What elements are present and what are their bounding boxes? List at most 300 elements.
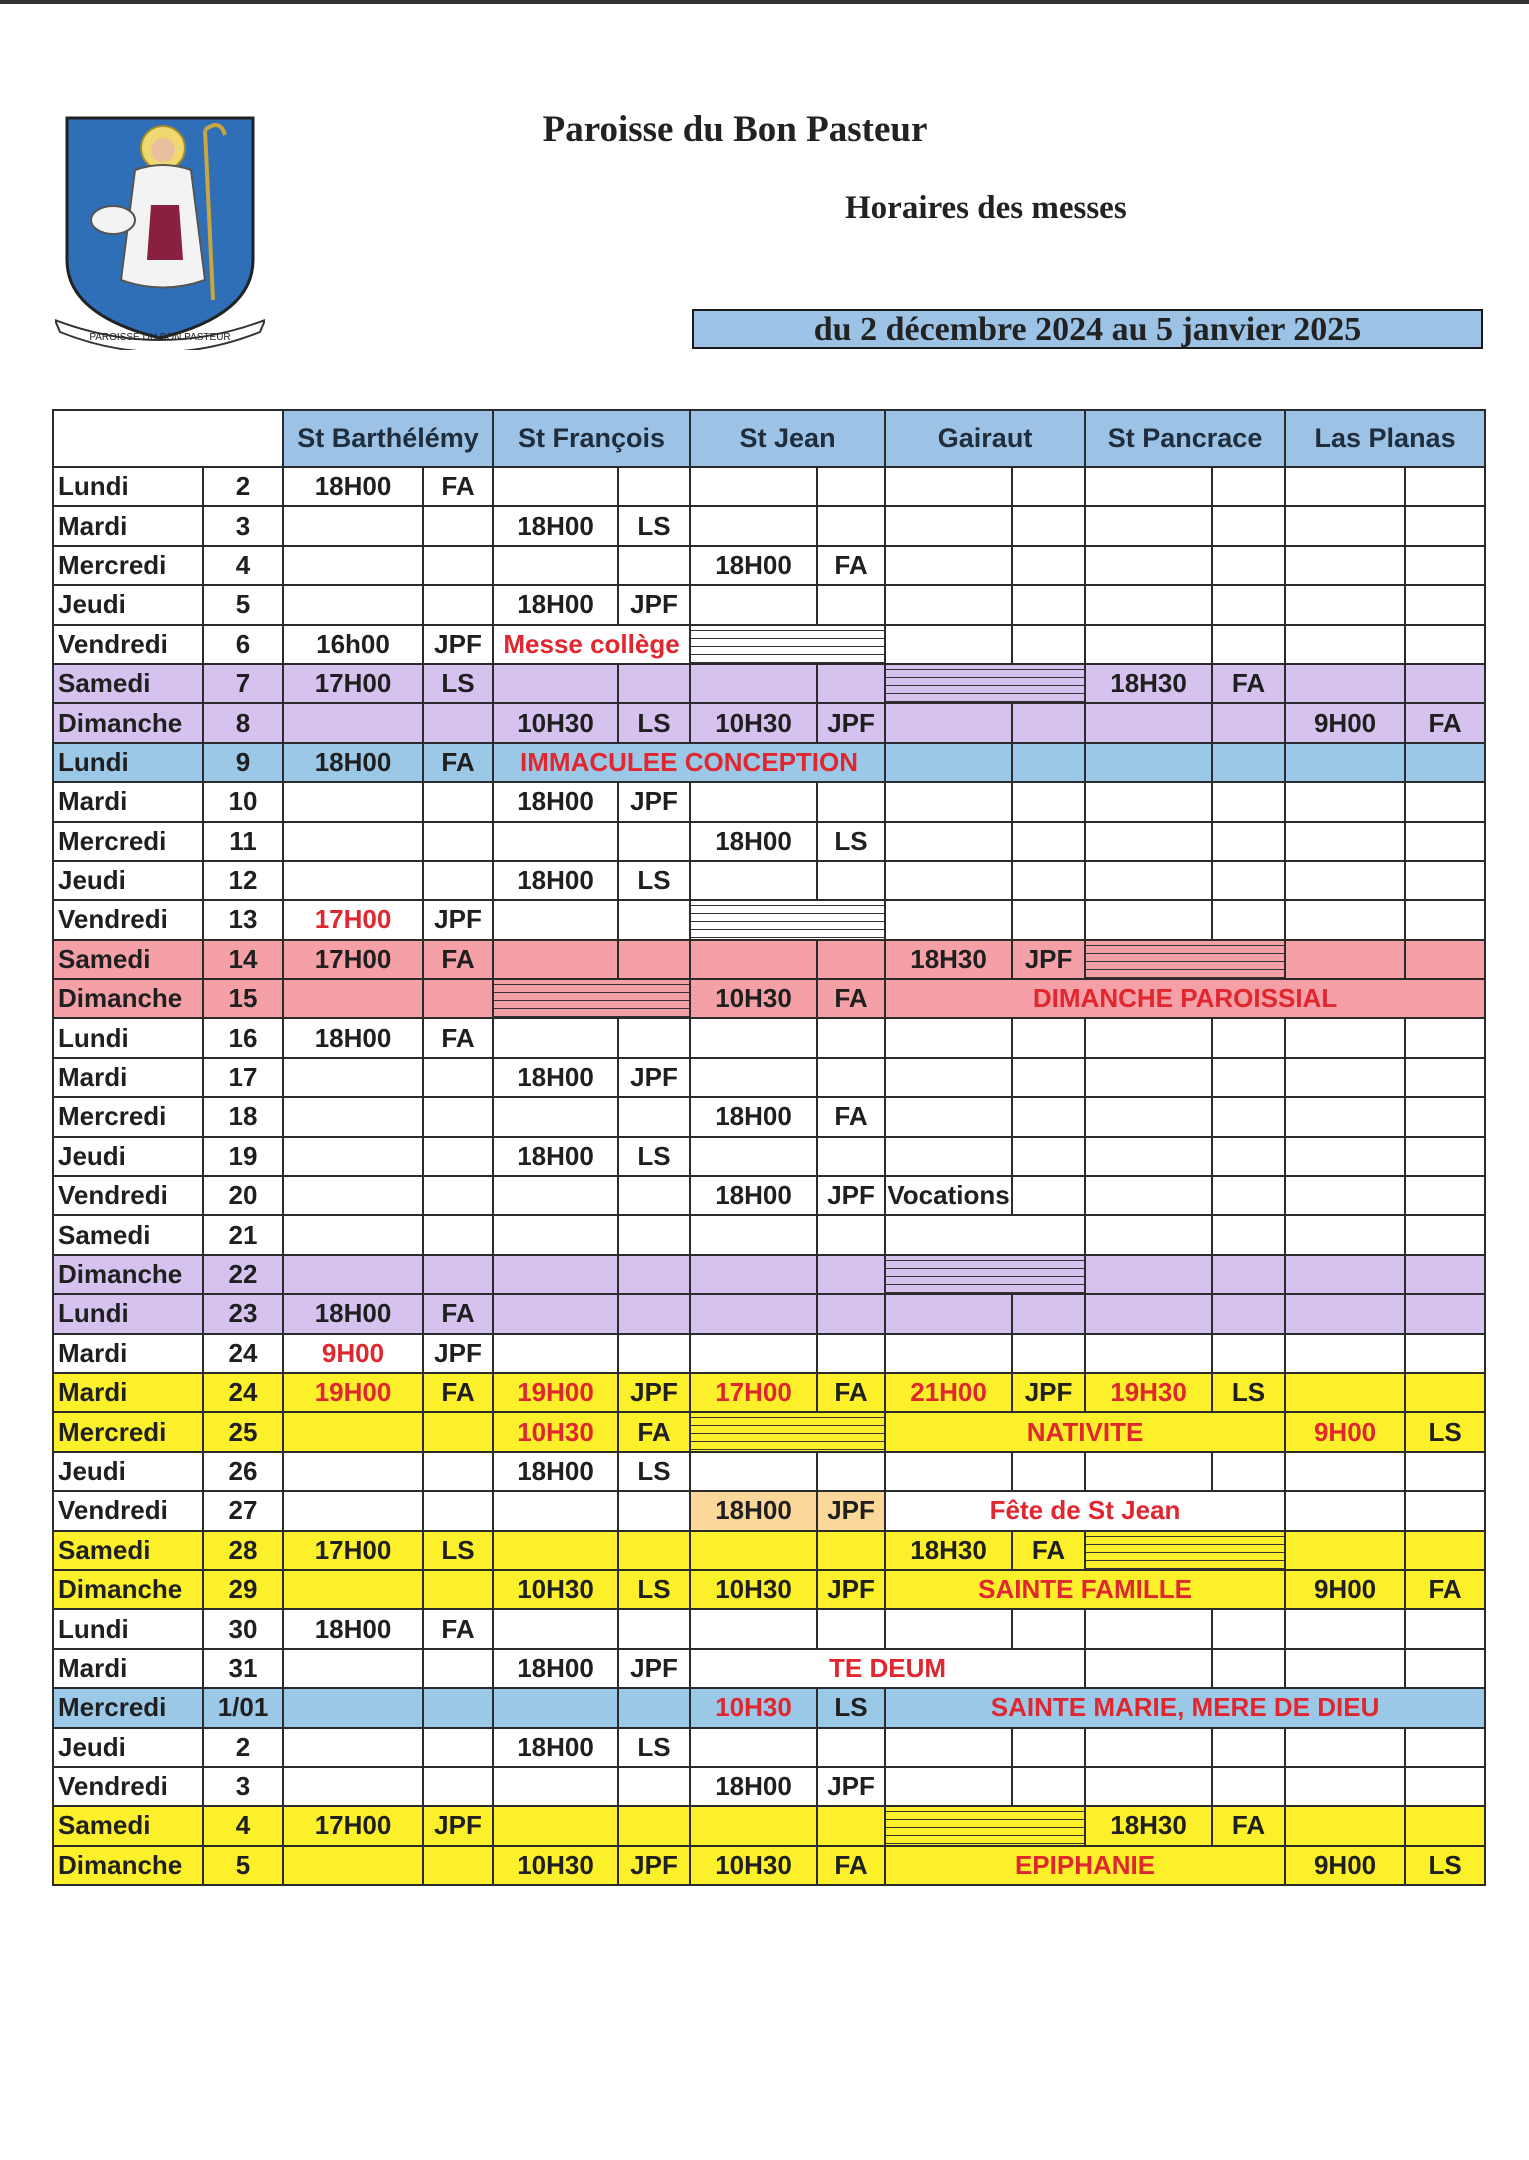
schedule-cell: LS bbox=[423, 664, 493, 703]
schedule-cell bbox=[1212, 1728, 1285, 1767]
schedule-cell: JPF bbox=[1012, 940, 1085, 979]
schedule-cell bbox=[618, 1176, 690, 1215]
schedule-cell bbox=[1212, 1018, 1285, 1057]
schedule-cell bbox=[493, 1255, 618, 1294]
schedule-cell: LS bbox=[618, 1570, 690, 1609]
date-cell: 7 bbox=[203, 664, 283, 703]
schedule-cell bbox=[283, 1097, 423, 1136]
date-cell: 9 bbox=[203, 743, 283, 782]
schedule-cell bbox=[1085, 1767, 1212, 1806]
date-cell: 10 bbox=[203, 782, 283, 821]
schedule-cell bbox=[1285, 1018, 1405, 1057]
day-cell: Mardi bbox=[53, 506, 203, 545]
schedule-cell: LS bbox=[618, 1728, 690, 1767]
schedule-cell bbox=[817, 1452, 885, 1491]
schedule-cell: 18H00 bbox=[283, 1018, 423, 1057]
schedule-cell bbox=[1085, 1215, 1212, 1254]
schedule-cell bbox=[1212, 703, 1285, 742]
schedule-cell bbox=[1085, 703, 1212, 742]
schedule-cell: 17H00 bbox=[283, 664, 423, 703]
schedule-cell bbox=[283, 1176, 423, 1215]
schedule-cell: 10H30 bbox=[690, 1846, 817, 1885]
schedule-cell bbox=[690, 940, 817, 979]
schedule-cell bbox=[423, 861, 493, 900]
schedule-cell bbox=[1285, 546, 1405, 585]
table-row bbox=[53, 1412, 1485, 1451]
schedule-cell bbox=[1405, 467, 1485, 506]
col-header-las-planas: Las Planas bbox=[1285, 410, 1485, 467]
col-header-st-barthelemy: St Barthélémy bbox=[283, 410, 493, 467]
schedule-cell bbox=[1212, 546, 1285, 585]
schedule-cell: FA bbox=[817, 979, 885, 1018]
schedule-cell bbox=[690, 506, 817, 545]
day-cell: Mardi bbox=[53, 1334, 203, 1373]
schedule-cell bbox=[1085, 1137, 1212, 1176]
schedule-cell: LS bbox=[1405, 1846, 1485, 1885]
day-cell: Samedi bbox=[53, 1806, 203, 1845]
schedule-cell bbox=[1012, 585, 1085, 624]
schedule-cell bbox=[690, 1137, 817, 1176]
schedule-cell: 18H30 bbox=[1085, 664, 1212, 703]
schedule-cell: 17H00 bbox=[283, 900, 423, 939]
schedule-cell: JPF bbox=[618, 1058, 690, 1097]
schedule-cell bbox=[885, 1806, 1085, 1845]
day-cell: Vendredi bbox=[53, 900, 203, 939]
mass-schedule-table bbox=[52, 409, 1486, 1886]
schedule-cell: 19H00 bbox=[493, 1373, 618, 1412]
schedule-cell: 10H30 bbox=[493, 703, 618, 742]
schedule-cell: JPF bbox=[1012, 1373, 1085, 1412]
day-cell: Dimanche bbox=[53, 1255, 203, 1294]
day-cell: Lundi bbox=[53, 743, 203, 782]
schedule-cell: FA bbox=[1012, 1531, 1085, 1570]
schedule-cell: JPF bbox=[618, 1649, 690, 1688]
schedule-cell bbox=[690, 1609, 817, 1648]
date-cell: 5 bbox=[203, 585, 283, 624]
schedule-cell bbox=[1285, 1137, 1405, 1176]
schedule-cell: 18H00 bbox=[493, 1649, 618, 1688]
table-row bbox=[53, 1137, 1485, 1176]
schedule-cell bbox=[1285, 1767, 1405, 1806]
schedule-cell bbox=[690, 585, 817, 624]
schedule-cell bbox=[885, 900, 1012, 939]
schedule-cell bbox=[1085, 1452, 1212, 1491]
schedule-cell: FA bbox=[1405, 703, 1485, 742]
table-row bbox=[53, 979, 1485, 1018]
schedule-cell bbox=[1212, 900, 1285, 939]
schedule-cell bbox=[283, 861, 423, 900]
day-cell: Mercredi bbox=[53, 1412, 203, 1451]
schedule-cell bbox=[1285, 1491, 1405, 1530]
schedule-cell: 9H00 bbox=[283, 1334, 423, 1373]
schedule-cell bbox=[283, 1412, 423, 1451]
schedule-cell bbox=[1405, 782, 1485, 821]
schedule-cell bbox=[493, 664, 618, 703]
day-cell: Jeudi bbox=[53, 1728, 203, 1767]
schedule-cell: LS bbox=[423, 1531, 493, 1570]
schedule-cell: 18H00 bbox=[283, 1609, 423, 1648]
schedule-cell bbox=[885, 1215, 1085, 1254]
schedule-cell bbox=[1012, 546, 1085, 585]
schedule-cell bbox=[493, 1018, 618, 1057]
schedule-cell bbox=[423, 585, 493, 624]
schedule-cell bbox=[1285, 1728, 1405, 1767]
table-row bbox=[53, 1452, 1485, 1491]
schedule-cell bbox=[690, 625, 885, 664]
schedule-cell: LS bbox=[618, 861, 690, 900]
date-cell: 24 bbox=[203, 1373, 283, 1412]
schedule-cell: 19H00 bbox=[283, 1373, 423, 1412]
schedule-cell: 18H00 bbox=[690, 1491, 817, 1530]
schedule-cell: FA bbox=[817, 1373, 885, 1412]
date-cell: 22 bbox=[203, 1255, 283, 1294]
schedule-cell: 18H00 bbox=[283, 743, 423, 782]
schedule-cell bbox=[423, 782, 493, 821]
schedule-cell bbox=[817, 467, 885, 506]
schedule-cell bbox=[817, 940, 885, 979]
schedule-cell bbox=[1405, 1097, 1485, 1136]
date-cell: 21 bbox=[203, 1215, 283, 1254]
schedule-cell bbox=[1405, 1058, 1485, 1097]
table-row bbox=[53, 1097, 1485, 1136]
date-cell: 13 bbox=[203, 900, 283, 939]
schedule-cell: JPF bbox=[618, 782, 690, 821]
schedule-cell bbox=[618, 546, 690, 585]
schedule-cell bbox=[423, 703, 493, 742]
schedule-cell bbox=[423, 1491, 493, 1530]
schedule-cell: JPF bbox=[423, 1806, 493, 1845]
schedule-cell bbox=[1405, 940, 1485, 979]
table-row bbox=[53, 822, 1485, 861]
schedule-cell bbox=[493, 979, 690, 1018]
schedule-cell: LS bbox=[817, 822, 885, 861]
schedule-cell: NATIVITE bbox=[885, 1412, 1285, 1451]
schedule-cell: 9H00 bbox=[1285, 703, 1405, 742]
schedule-cell bbox=[618, 1255, 690, 1294]
schedule-cell bbox=[690, 1334, 817, 1373]
schedule-cell bbox=[1405, 1018, 1485, 1057]
table-row bbox=[53, 1176, 1485, 1215]
schedule-cell bbox=[1405, 625, 1485, 664]
schedule-cell bbox=[283, 1137, 423, 1176]
day-cell: Jeudi bbox=[53, 861, 203, 900]
schedule-cell bbox=[1285, 1334, 1405, 1373]
table-row bbox=[53, 743, 1485, 782]
schedule-cell bbox=[1085, 822, 1212, 861]
schedule-cell bbox=[1405, 1137, 1485, 1176]
schedule-cell bbox=[1212, 1176, 1285, 1215]
date-cell: 19 bbox=[203, 1137, 283, 1176]
day-cell: Mardi bbox=[53, 782, 203, 821]
schedule-cell bbox=[423, 1176, 493, 1215]
schedule-cell bbox=[1285, 1531, 1405, 1570]
date-cell: 3 bbox=[203, 1767, 283, 1806]
schedule-cell bbox=[618, 1806, 690, 1845]
schedule-cell bbox=[1085, 1531, 1285, 1570]
schedule-cell bbox=[423, 1137, 493, 1176]
schedule-cell bbox=[1285, 1609, 1405, 1648]
schedule-cell: 18H30 bbox=[1085, 1806, 1212, 1845]
page-subtitle: Horaires des messes bbox=[845, 190, 1127, 226]
schedule-cell bbox=[283, 1688, 423, 1727]
schedule-cell bbox=[493, 546, 618, 585]
date-cell: 16 bbox=[203, 1018, 283, 1057]
schedule-cell bbox=[1212, 1215, 1285, 1254]
schedule-cell: LS bbox=[1405, 1412, 1485, 1451]
schedule-cell bbox=[423, 1570, 493, 1609]
date-cell: 18 bbox=[203, 1097, 283, 1136]
table-row bbox=[53, 1255, 1485, 1294]
schedule-cell bbox=[1405, 1176, 1485, 1215]
schedule-cell bbox=[885, 1137, 1012, 1176]
schedule-cell: JPF bbox=[618, 1846, 690, 1885]
page-title bbox=[0, 108, 1470, 151]
day-cell: Lundi bbox=[53, 1609, 203, 1648]
schedule-cell bbox=[1085, 1649, 1212, 1688]
schedule-cell bbox=[1405, 1649, 1485, 1688]
schedule-cell bbox=[618, 1767, 690, 1806]
schedule-cell bbox=[1085, 861, 1212, 900]
schedule-cell bbox=[885, 1452, 1012, 1491]
schedule-cell bbox=[1405, 1728, 1485, 1767]
schedule-cell bbox=[690, 1728, 817, 1767]
schedule-cell: DIMANCHE PAROISSIAL bbox=[885, 979, 1485, 1018]
col-header-st-pancrace: St Pancrace bbox=[1085, 410, 1285, 467]
schedule-cell bbox=[1285, 861, 1405, 900]
schedule-cell bbox=[1405, 1491, 1485, 1530]
schedule-cell bbox=[1212, 861, 1285, 900]
schedule-cell bbox=[283, 1649, 423, 1688]
schedule-cell bbox=[1285, 1097, 1405, 1136]
schedule-cell bbox=[1012, 743, 1085, 782]
schedule-cell bbox=[283, 1058, 423, 1097]
crest-banner-text: PAROISSE DU BON PASTEUR bbox=[89, 332, 231, 343]
schedule-cell: 21H00 bbox=[885, 1373, 1012, 1412]
schedule-cell bbox=[493, 1609, 618, 1648]
schedule-cell: 18H00 bbox=[283, 467, 423, 506]
schedule-cell bbox=[885, 467, 1012, 506]
day-cell: Mardi bbox=[53, 1373, 203, 1412]
day-cell: Dimanche bbox=[53, 703, 203, 742]
schedule-cell bbox=[1212, 585, 1285, 624]
schedule-cell: FA bbox=[423, 1294, 493, 1333]
schedule-cell bbox=[618, 1609, 690, 1648]
day-cell: Dimanche bbox=[53, 1570, 203, 1609]
schedule-cell bbox=[1405, 822, 1485, 861]
schedule-cell bbox=[1212, 1452, 1285, 1491]
date-cell: 29 bbox=[203, 1570, 283, 1609]
schedule-cell bbox=[423, 546, 493, 585]
schedule-cell bbox=[1285, 782, 1405, 821]
schedule-cell bbox=[1405, 1373, 1485, 1412]
schedule-cell bbox=[1405, 900, 1485, 939]
schedule-cell bbox=[1012, 625, 1085, 664]
schedule-cell bbox=[1285, 822, 1405, 861]
schedule-cell bbox=[493, 1334, 618, 1373]
schedule-cell bbox=[423, 1412, 493, 1451]
schedule-cell bbox=[493, 1176, 618, 1215]
schedule-cell bbox=[1285, 900, 1405, 939]
day-cell: Vendredi bbox=[53, 1767, 203, 1806]
schedule-cell bbox=[690, 1452, 817, 1491]
schedule-cell bbox=[283, 1215, 423, 1254]
schedule-cell: FA bbox=[1212, 664, 1285, 703]
schedule-cell bbox=[618, 1018, 690, 1057]
schedule-cell bbox=[885, 664, 1085, 703]
table-row bbox=[53, 900, 1485, 939]
schedule-cell bbox=[1405, 1609, 1485, 1648]
day-cell: Jeudi bbox=[53, 585, 203, 624]
schedule-cell bbox=[885, 782, 1012, 821]
schedule-cell: TE DEUM bbox=[690, 1649, 1085, 1688]
table-row bbox=[53, 703, 1485, 742]
date-cell: 20 bbox=[203, 1176, 283, 1215]
schedule-cell bbox=[690, 1255, 817, 1294]
schedule-cell bbox=[1212, 1294, 1285, 1333]
table-row bbox=[53, 1058, 1485, 1097]
schedule-cell bbox=[817, 782, 885, 821]
schedule-cell bbox=[1012, 506, 1085, 545]
schedule-cell bbox=[618, 822, 690, 861]
schedule-cell bbox=[1012, 1609, 1085, 1648]
schedule-cell bbox=[1212, 1058, 1285, 1097]
schedule-cell bbox=[1012, 1294, 1085, 1333]
date-cell: 4 bbox=[203, 546, 283, 585]
schedule-cell: 18H00 bbox=[493, 782, 618, 821]
schedule-cell bbox=[1085, 743, 1212, 782]
schedule-cell bbox=[1285, 1452, 1405, 1491]
day-cell: Mardi bbox=[53, 1649, 203, 1688]
date-cell: 24 bbox=[203, 1334, 283, 1373]
date-cell: 26 bbox=[203, 1452, 283, 1491]
schedule-cell bbox=[1405, 1255, 1485, 1294]
schedule-cell bbox=[1012, 1097, 1085, 1136]
schedule-cell bbox=[1085, 782, 1212, 821]
schedule-cell bbox=[423, 1452, 493, 1491]
schedule-cell: 17H00 bbox=[283, 1531, 423, 1570]
day-cell: Dimanche bbox=[53, 1846, 203, 1885]
schedule-cell: 18H00 bbox=[690, 1176, 817, 1215]
date-cell: 31 bbox=[203, 1649, 283, 1688]
schedule-cell bbox=[1405, 861, 1485, 900]
table-row bbox=[53, 1018, 1485, 1057]
schedule-cell bbox=[1285, 664, 1405, 703]
schedule-cell bbox=[618, 900, 690, 939]
schedule-cell bbox=[493, 1806, 618, 1845]
schedule-cell bbox=[817, 1609, 885, 1648]
day-cell: Mercredi bbox=[53, 1688, 203, 1727]
schedule-cell: JPF bbox=[423, 625, 493, 664]
schedule-cell: 18H00 bbox=[493, 506, 618, 545]
period-banner: du 2 décembre 2024 au 5 janvier 2025 bbox=[692, 309, 1483, 349]
schedule-cell bbox=[423, 1649, 493, 1688]
schedule-cell: 18H00 bbox=[493, 1058, 618, 1097]
schedule-cell bbox=[885, 703, 1012, 742]
schedule-cell: FA bbox=[817, 1846, 885, 1885]
schedule-cell bbox=[1012, 467, 1085, 506]
schedule-cell: 10H30 bbox=[690, 1570, 817, 1609]
schedule-cell bbox=[1405, 506, 1485, 545]
schedule-cell bbox=[817, 1531, 885, 1570]
date-cell: 8 bbox=[203, 703, 283, 742]
schedule-cell: LS bbox=[618, 703, 690, 742]
schedule-cell: 9H00 bbox=[1285, 1570, 1405, 1609]
schedule-cell bbox=[423, 1688, 493, 1727]
schedule-cell bbox=[618, 1294, 690, 1333]
schedule-cell: FA bbox=[423, 467, 493, 506]
schedule-cell bbox=[1285, 940, 1405, 979]
table-row bbox=[53, 1215, 1485, 1254]
schedule-cell bbox=[1285, 743, 1405, 782]
day-cell: Mercredi bbox=[53, 822, 203, 861]
schedule-cell bbox=[1012, 1334, 1085, 1373]
schedule-cell: JPF bbox=[423, 1334, 493, 1373]
schedule-cell: JPF bbox=[618, 1373, 690, 1412]
table-row bbox=[53, 1570, 1485, 1609]
schedule-cell bbox=[885, 822, 1012, 861]
schedule-cell: EPIPHANIE bbox=[885, 1846, 1285, 1885]
schedule-cell bbox=[1212, 1767, 1285, 1806]
schedule-cell: 10H30 bbox=[493, 1846, 618, 1885]
schedule-cell: FA bbox=[423, 743, 493, 782]
schedule-cell bbox=[423, 1728, 493, 1767]
table-row bbox=[53, 585, 1485, 624]
schedule-cell: 18H30 bbox=[885, 940, 1012, 979]
schedule-cell: 18H00 bbox=[690, 546, 817, 585]
schedule-cell bbox=[618, 664, 690, 703]
day-cell: Samedi bbox=[53, 1215, 203, 1254]
schedule-cell: SAINTE FAMILLE bbox=[885, 1570, 1285, 1609]
schedule-cell bbox=[423, 1767, 493, 1806]
schedule-cell: JPF bbox=[817, 703, 885, 742]
schedule-cell: FA bbox=[423, 1609, 493, 1648]
schedule-cell bbox=[1405, 1531, 1485, 1570]
schedule-cell bbox=[1405, 1294, 1485, 1333]
schedule-cell bbox=[283, 1570, 423, 1609]
schedule-cell: JPF bbox=[817, 1767, 885, 1806]
schedule-cell bbox=[690, 467, 817, 506]
schedule-cell: JPF bbox=[618, 585, 690, 624]
schedule-cell bbox=[1012, 1452, 1085, 1491]
date-cell: 4 bbox=[203, 1806, 283, 1845]
schedule-cell bbox=[283, 979, 423, 1018]
schedule-cell: FA bbox=[423, 1018, 493, 1057]
col-header-gairaut: Gairaut bbox=[885, 410, 1085, 467]
schedule-cell bbox=[1285, 1215, 1405, 1254]
schedule-cell bbox=[493, 1294, 618, 1333]
schedule-cell bbox=[817, 861, 885, 900]
table-row bbox=[53, 1334, 1485, 1373]
day-cell: Samedi bbox=[53, 664, 203, 703]
date-cell: 14 bbox=[203, 940, 283, 979]
schedule-cell: 16h00 bbox=[283, 625, 423, 664]
schedule-cell: 10H30 bbox=[493, 1570, 618, 1609]
schedule-cell bbox=[817, 1255, 885, 1294]
schedule-cell bbox=[817, 1294, 885, 1333]
day-cell: Vendredi bbox=[53, 1491, 203, 1530]
table-row bbox=[53, 1609, 1485, 1648]
schedule-cell: 18H00 bbox=[690, 1097, 817, 1136]
table-row bbox=[53, 1373, 1485, 1412]
schedule-cell bbox=[1285, 1649, 1405, 1688]
schedule-cell bbox=[1212, 743, 1285, 782]
schedule-cell bbox=[1285, 506, 1405, 545]
schedule-cell bbox=[885, 743, 1012, 782]
table-row bbox=[53, 940, 1485, 979]
col-header-st-francois: St François bbox=[493, 410, 690, 467]
schedule-cell: 9H00 bbox=[1285, 1412, 1405, 1451]
schedule-cell bbox=[283, 1452, 423, 1491]
